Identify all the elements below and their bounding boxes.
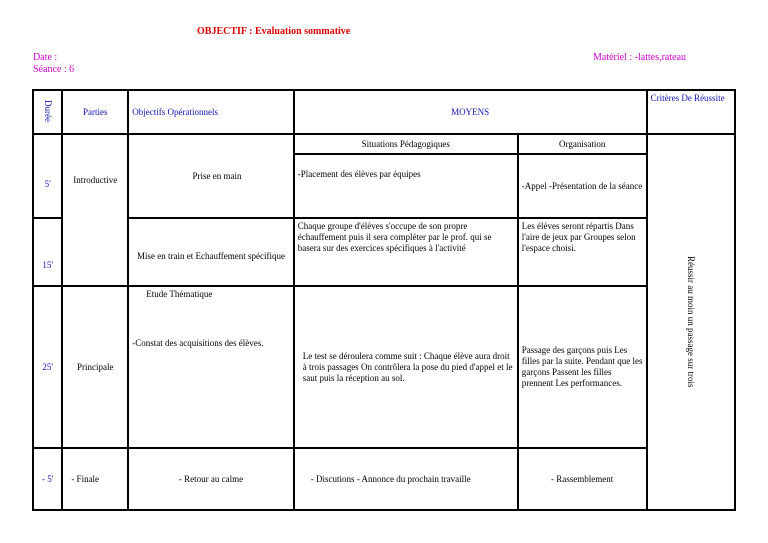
empty-margin-column <box>735 90 766 510</box>
row-4-partie: - Finale <box>62 448 128 510</box>
row-2-objectif: Mise en train et Echauffement spécifique <box>128 218 293 286</box>
row-4-duree: - 5' <box>33 448 62 510</box>
criteres-text: Réussir au moin un passage sur trois <box>686 256 697 388</box>
row-2-duree: 15' <box>33 218 62 286</box>
row-1-situation: -Placement des élèves par équipes <box>294 154 518 218</box>
row-4-organisation: - Rassemblement <box>518 448 647 510</box>
row-1-partie: Introductive <box>62 134 128 286</box>
row-1-organisation: -Appel -Présentation de la séance <box>518 154 647 218</box>
row-3-duree: 25' <box>33 286 62 448</box>
row-3-situation: Le test se déroulera comme suit : Chaque élève aura droit à trois passages On contrôlera la pose du pied d'appel et le saut puis la réception au sol. <box>294 286 518 448</box>
duree-header: Durée <box>33 90 62 134</box>
situations-subheader: Situations Pédagogiques <box>294 134 518 154</box>
row-4-objectif: - Retour au calme <box>128 448 293 510</box>
lesson-plan-table <box>32 89 766 511</box>
row-1-duree: 5' <box>44 179 51 189</box>
subheader-row <box>33 134 766 154</box>
row-4-situation: - Discutions - Annonce du prochain travaille <box>294 448 518 510</box>
row-2-organisation: Les élèves seront répartis Dans l'aire de jeux par Groupes selon l'espace choisi. <box>518 218 647 286</box>
row-3-partie: Principale <box>62 286 128 448</box>
header-row <box>33 90 766 134</box>
criteres-cell <box>647 134 735 510</box>
criteres-header: Critères De Réussite <box>647 90 735 134</box>
organisation-subheader: Organisation <box>518 134 647 154</box>
moyens-header: MOYENS <box>294 90 647 134</box>
date-label: Date : <box>33 52 58 63</box>
objectif-title: OBJECTIF : Evaluation sommative <box>197 26 351 37</box>
row-3-objectif-cell <box>128 286 293 448</box>
row-1-objectif: Prise en main <box>128 134 293 218</box>
seance-label: Séance : 6 <box>33 64 75 75</box>
row-3-objectif: -Constat des acquisitions des élèves. <box>132 338 264 348</box>
parties-header: Parties <box>62 90 128 134</box>
row-3-organisation: Passage des garçons puis Les filles par la suite. Pendant que les garçons Passent les filles prennent Les performances. <box>518 286 647 448</box>
row-2-situation: Chaque groupe d'élèves s'occupe de son propre échauffement puis il sera compléter par le prof. qui se basera sur des exercices spécifiques à l'activité <box>294 218 518 286</box>
materiel-label: Matériel : -lattes,rateau <box>593 52 687 63</box>
row-3-objectif-title: Etude Thématique <box>146 289 213 299</box>
objectifs-header: Objectifs Opérationnels <box>128 90 293 134</box>
